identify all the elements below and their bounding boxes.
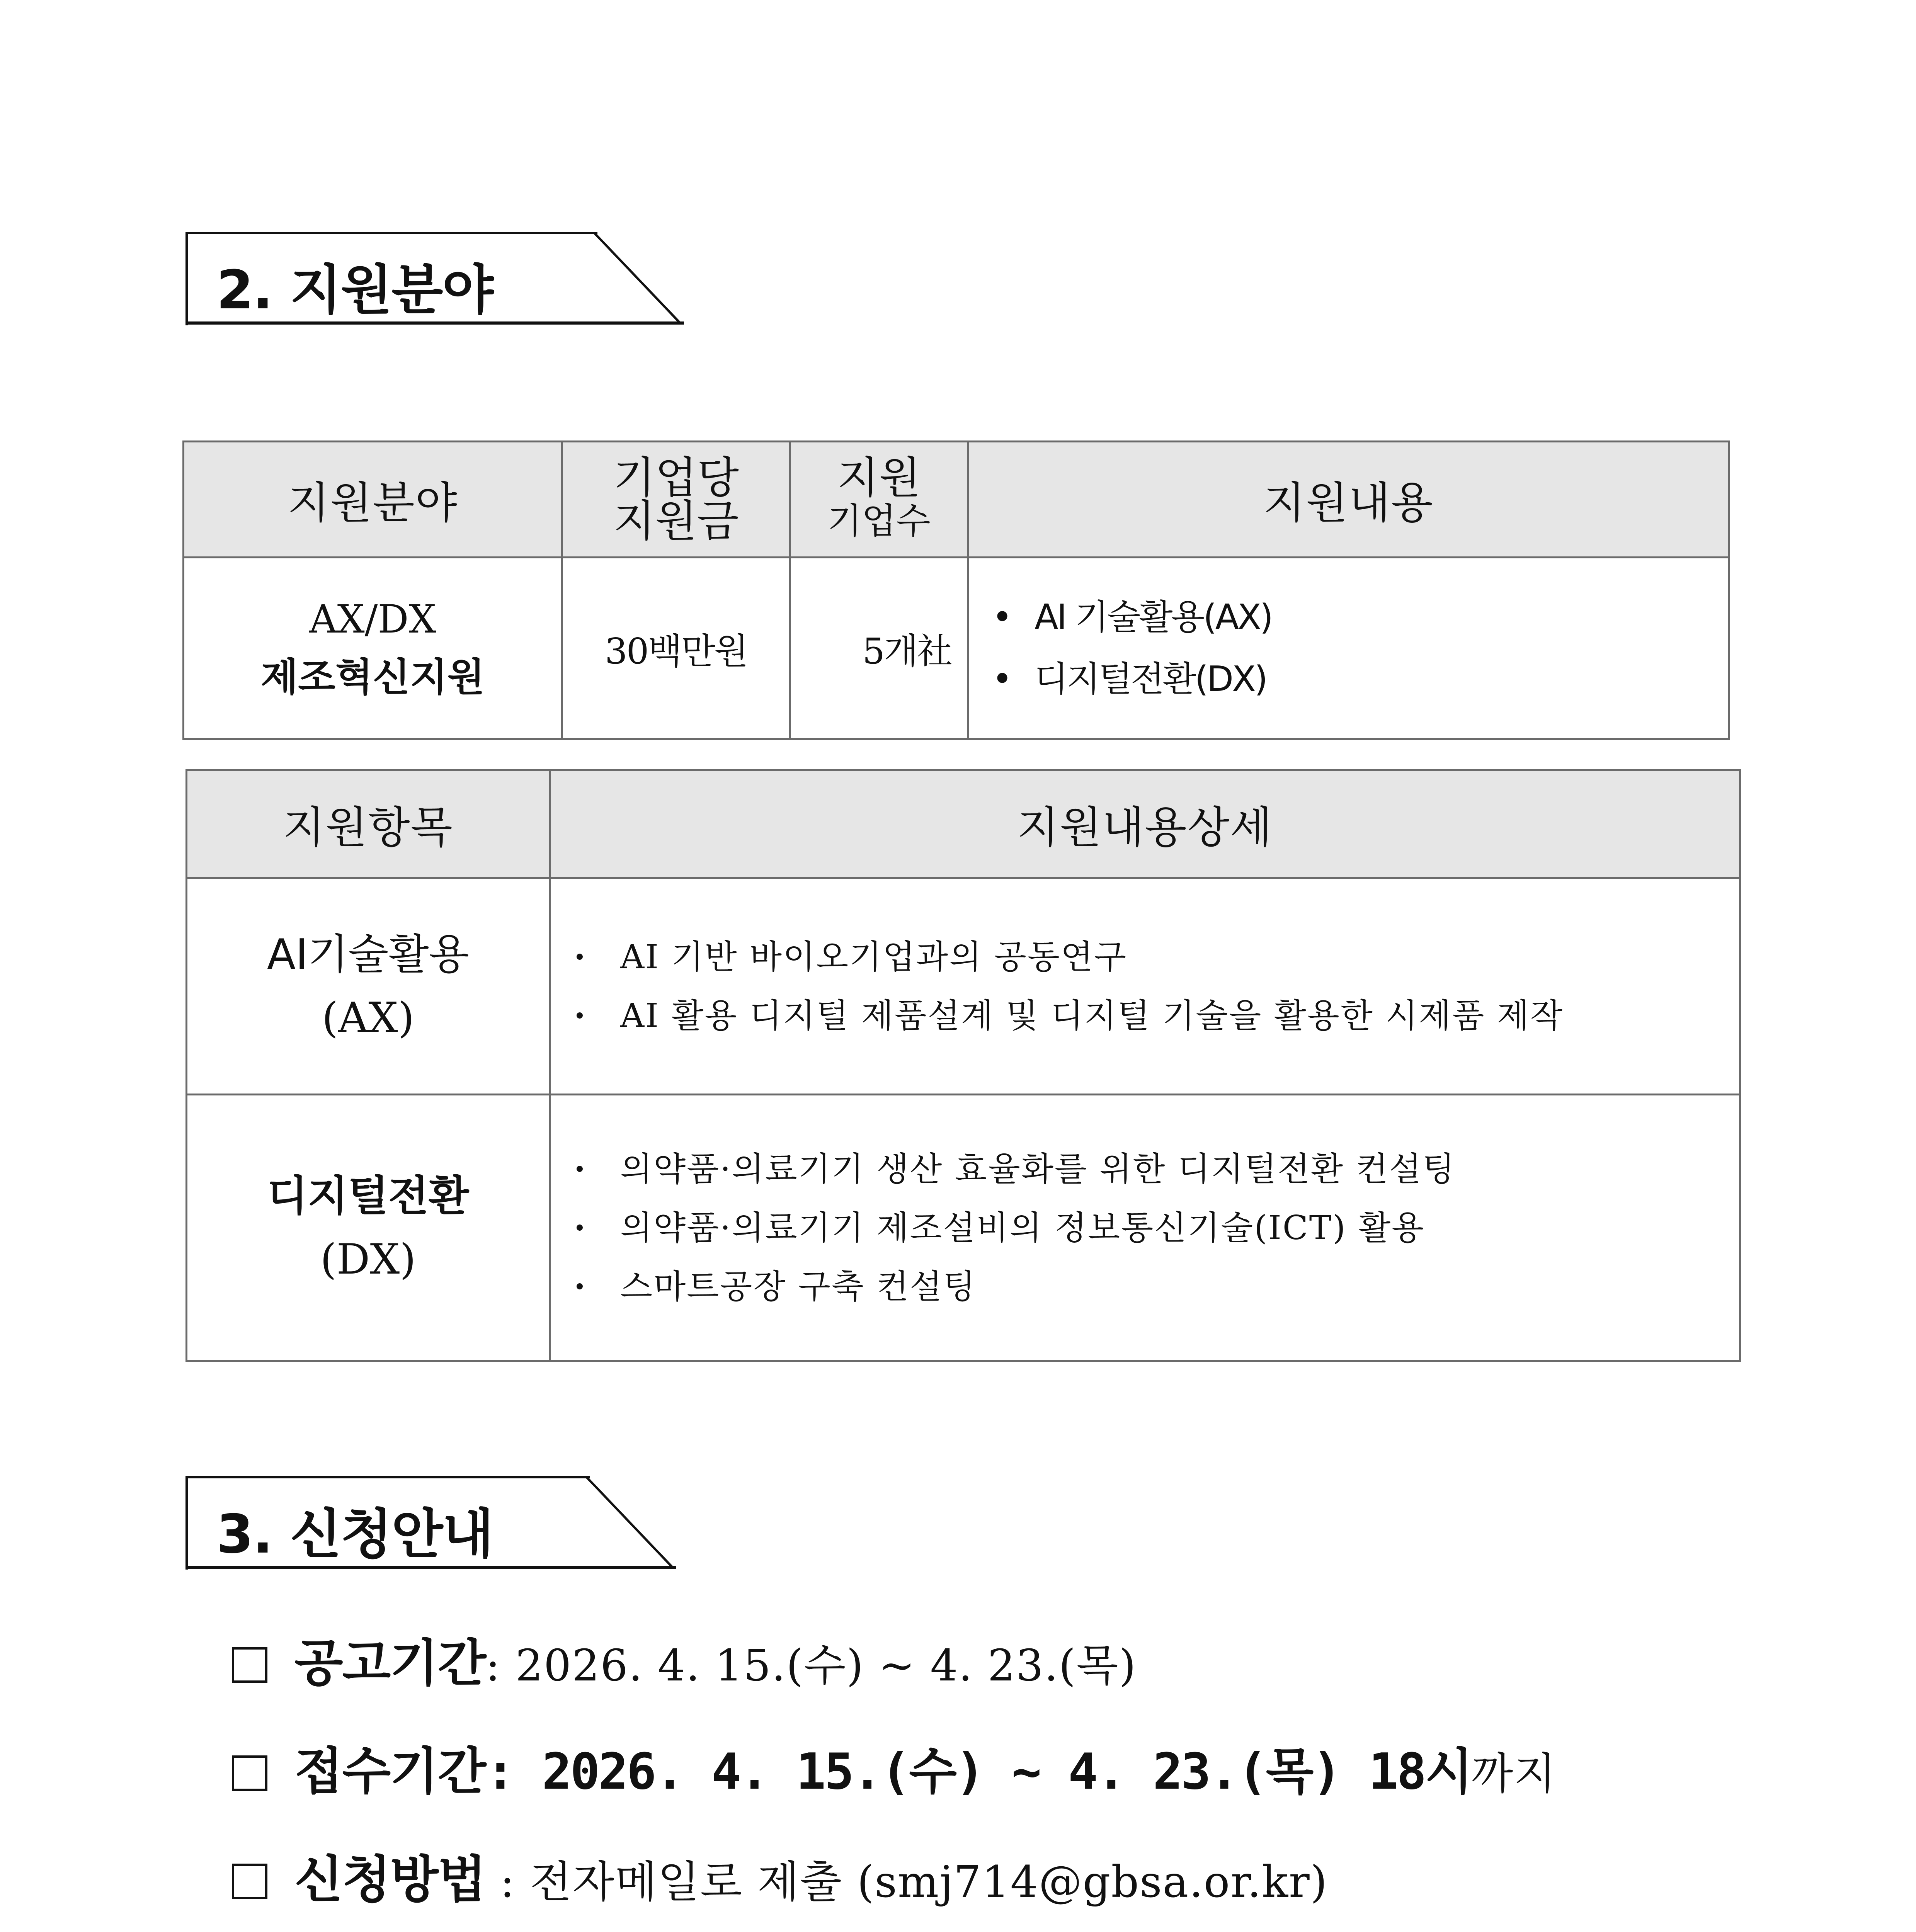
support-field-table <box>182 440 1730 740</box>
header-detail: 지원내용상세 <box>550 770 1740 878</box>
cell-detail-ax <box>550 878 1740 1095</box>
section-2-title: 2. 지원분야 <box>216 259 493 321</box>
field-name: AX/DX 제조혁신지원 <box>260 596 485 700</box>
cell-detail-dx <box>550 1095 1740 1361</box>
list-item: · AI 기반 바이오기업과의 공동연구 <box>574 928 1739 986</box>
cell-companies: 5개社 <box>790 558 968 739</box>
list-item: · 의약품·의료기기 제조설비의 정보통신기술(ICT) 활용 <box>574 1199 1739 1257</box>
content-list <box>969 587 1728 710</box>
email-subject-line <box>263 1922 1794 1932</box>
header-company-count: 지원 기업수 <box>790 442 968 558</box>
heading-corner-shape <box>584 1476 676 1569</box>
cell-amount: 30백만원 <box>562 558 790 739</box>
list-item: · 의약품·의료기기 생산 효율화를 위한 디지털전환 컨설팅 <box>574 1140 1739 1199</box>
receipt-period: 접수기간: 2026. 4. 15.(수) ~ 4. 23.(목) 18시까지 <box>232 1731 1557 1803</box>
header-support-field: 지원분야 <box>184 442 562 558</box>
cell-field <box>184 558 562 739</box>
cell-item-dx: 디지털전환 (DX) <box>187 1095 550 1361</box>
application-method: 신청방법 : 전자메일로 제출 (smj714@gbsa.or.kr) <box>232 1839 1328 1912</box>
list-item: · AI 활용 디지털 제품설계 및 디지털 기술을 활용한 시제품 제작 <box>574 986 1739 1045</box>
section-3-heading <box>185 1476 672 1569</box>
checkbox-icon <box>232 1755 267 1791</box>
header-amount-per-company: 기업당 지원금 <box>562 442 790 558</box>
support-detail-table <box>185 769 1741 1362</box>
checkbox-icon <box>232 1647 267 1683</box>
section-3-title: 3. 신청안내 <box>216 1503 493 1565</box>
checkbox-icon <box>232 1864 267 1899</box>
notice-period: 공고기간: 2026. 4. 15.(수) ~ 4. 23.(목) <box>232 1623 1137 1695</box>
list-item: • AI 기술활용(AX) <box>992 587 1728 648</box>
list-item: · 스마트공장 구축 컨설팅 <box>574 1257 1739 1316</box>
list-item: • 디지털전환(DX) <box>992 648 1728 710</box>
cell-content <box>968 558 1729 739</box>
header-support-content: 지원내용 <box>968 442 1729 558</box>
section-2-heading <box>185 232 680 325</box>
header-support-item: 지원항목 <box>187 770 550 878</box>
cell-item-ax: AI기술활용 (AX) <box>187 878 550 1095</box>
heading-corner-shape <box>591 232 684 325</box>
detail-list <box>551 1140 1739 1316</box>
detail-list <box>551 928 1739 1045</box>
